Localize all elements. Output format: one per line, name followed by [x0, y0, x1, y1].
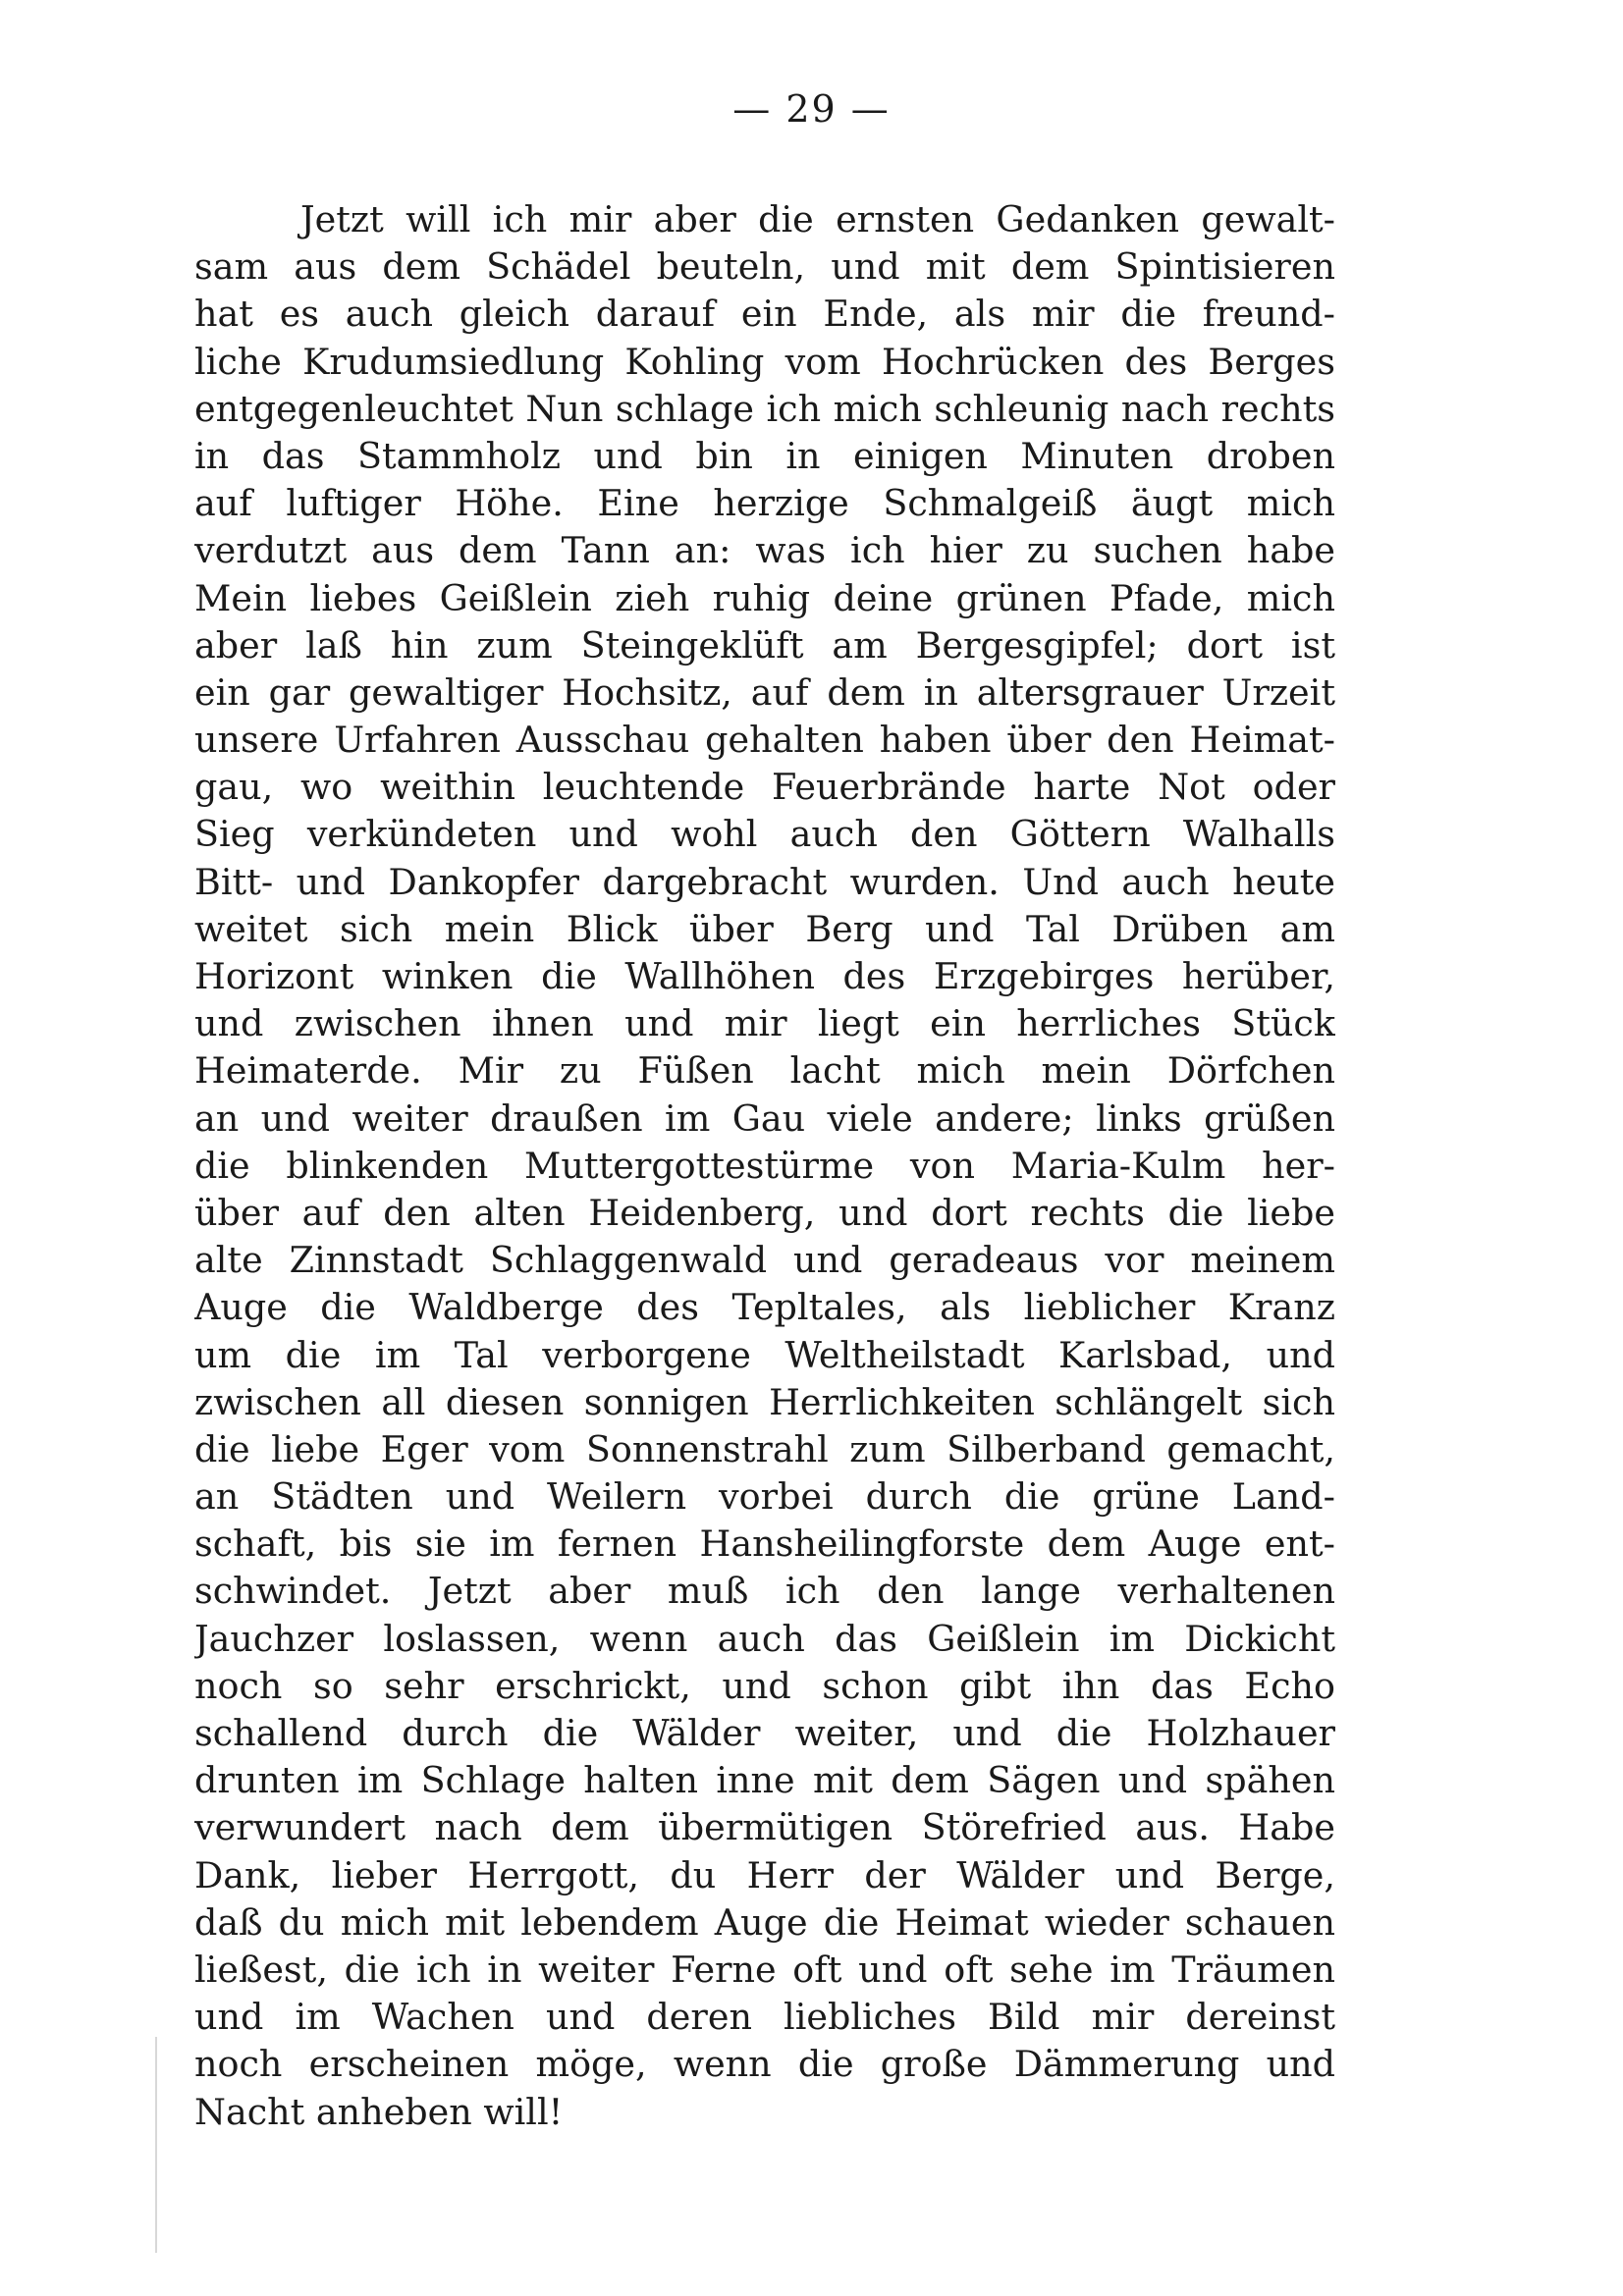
text-line: weitet sich mein Blick über Berg und Tal Drüben am	[194, 907, 1335, 950]
text-line: Nacht anheben will!	[194, 2090, 564, 2133]
text-line: Mein liebes Geißlein zieh ruhig deine grünen Pfade, mich	[194, 576, 1335, 619]
text-line: Dank, lieber Herrgott, du Herr der Wälder und Berge,	[194, 1853, 1335, 1896]
page-number: — 29 —	[732, 87, 891, 131]
text-line: ließest, die ich in weiter Ferne oft und oft sehe im Träumen	[194, 1948, 1335, 1991]
text-line: schwindet. Jetzt aber muß ich den lange verhaltenen	[194, 1570, 1335, 1613]
text-line: Heimaterde. Mir zu Füßen lacht mich mein Dörfchen	[194, 1049, 1335, 1093]
text-line: Bitt- und Dankopfer dargebracht wurden. Und auch heute	[194, 860, 1335, 903]
text-line: gau, wo weithin leuchtende Feuerbrände harte Not oder	[194, 766, 1335, 809]
text-line: Auge die Waldberge des Tepltales, als lieblicher Kranz	[194, 1286, 1335, 1329]
text-line: schallend durch die Wälder weiter, und die Holzhauer	[194, 1712, 1335, 1754]
text-line: verdutzt aus dem Tann an: was ich hier zu suchen habe	[194, 529, 1335, 572]
text-line: auf luftiger Höhe. Eine herzige Schmalgeiß äugt mich	[194, 482, 1335, 525]
text-line: Jetzt will ich mir aber die ernsten Gedanken gewalt-	[300, 198, 1335, 240]
text-line: liche Krudumsiedlung Kohling vom Hochrücken des Berges	[194, 340, 1335, 383]
text-line: sam aus dem Schädel beuteln, und mit dem Spintisieren	[194, 245, 1335, 289]
text-line: Sieg verkündeten und wohl auch den Göttern Walhalls	[194, 813, 1335, 856]
text-line: alte Zinnstadt Schlaggenwald und geradeaus vor meinem	[194, 1239, 1335, 1282]
text-line: hat es auch gleich darauf ein Ende, als mir die freund-	[194, 293, 1335, 336]
text-line: drunten im Schlage halten inne mit dem Sägen und spähen	[194, 1759, 1335, 1802]
scan-gutter-line	[155, 2037, 157, 2253]
text-line: daß du mich mit lebendem Auge die Heimat wieder schauen	[194, 1900, 1335, 1944]
text-line: noch so sehr erschrickt, und schon gibt ihn das Echo	[194, 1664, 1335, 1707]
text-line: die blinkenden Muttergottestürme von Maria-Kulm her-	[194, 1144, 1335, 1187]
text-line: an und weiter draußen im Gau viele andere; links grüßen	[194, 1096, 1335, 1140]
body-paragraph	[194, 196, 1335, 2136]
text-line: ein gar gewaltiger Hochsitz, auf dem in altersgrauer Urzeit	[194, 670, 1335, 714]
text-line: und zwischen ihnen und mir liegt ein herrliches Stück	[194, 1002, 1335, 1045]
text-line: und im Wachen und deren liebliches Bild mir dereinst	[194, 1996, 1335, 2039]
text-line: Horizont winken die Wallhöhen des Erzgebirges herüber,	[194, 955, 1335, 997]
text-line: entgegenleuchtet Nun schlage ich mich schleunig nach rechts	[194, 387, 1335, 430]
text-line: die liebe Eger vom Sonnenstrahl zum Silberband gemacht,	[194, 1427, 1335, 1470]
text-line: um die im Tal verborgene Weltheilstadt Karlsbad, und	[194, 1333, 1335, 1376]
text-line: aber laß hin zum Steingeklüft am Bergesgipfel; dort ist	[194, 623, 1335, 667]
text-line: schaft, bis sie im fernen Hansheilingforste dem Auge ent-	[194, 1522, 1335, 1566]
text-line: zwischen all diesen sonnigen Herrlichkeiten schlängelt sich	[194, 1380, 1335, 1423]
text-line: über auf den alten Heidenberg, und dort rechts die liebe	[194, 1191, 1335, 1234]
text-line: in das Stammholz und bin in einigen Minuten droben	[194, 434, 1335, 477]
text-line: an Städten und Weilern vorbei durch die grüne Land-	[194, 1475, 1335, 1519]
text-line: noch erscheinen möge, wenn die große Dämmerung und	[194, 2043, 1335, 2086]
text-line: Jauchzer loslassen, wenn auch das Geißlein im Dickicht	[194, 1617, 1335, 1660]
text-line: verwundert nach dem übermütigen Störefried aus. Habe	[194, 1806, 1335, 1849]
text-line: unsere Urfahren Ausschau gehalten haben über den Heimat-	[194, 719, 1335, 762]
